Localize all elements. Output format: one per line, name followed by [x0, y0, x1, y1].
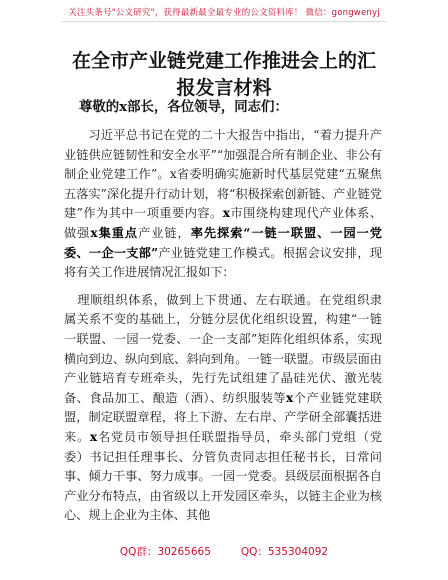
paragraph-organization [64, 291, 382, 526]
header-notice: 关注头条号"公文研究"，获得最新最全最专业的公文资料库！ 微信：gongwenyj [68, 8, 380, 18]
text-run: 产业链党建工作模式。根据会议安排，现将有关工作进展情况汇报如下： [64, 245, 383, 280]
text-run: 名党员市领导担任联盟指导员，牵头部门党组（党委）书记担任理事长、分管负责同志担任秘书长，日常问事、倾力干事、努力成事。一园一党委。县级层面根据各自产业分布特点，由省级以上开发园区牵头，以链主企业为核心、规上企业为主体、其他 [64, 429, 383, 523]
bold-run: x集重点 [90, 225, 139, 240]
bold-run: 率先探索“一链一联盟、一园一党委、一企一支部” [64, 225, 382, 260]
text-run: 产业链， [138, 225, 191, 240]
text-run: 个产业链党建联盟，制定联盟章程，将上下游、左右岸、产学研全部囊括进来。 [64, 390, 383, 444]
text-run: 习近平总书记在党的二十大报告中指出，“着力提升产业链供应链韧性和安全水平”“加强混合所有制企业、非公有制企业党建工作”。x省委明确实施新时代基层党建“五聚焦五落实”深化提升行动计划，将“积极探索创新链、产业链党建”作为其中一项重要内容。 [64, 128, 382, 221]
footer-contacts [0, 544, 448, 559]
bold-run: x [286, 390, 294, 405]
footer-qq-group: QQ群：30265665 [119, 546, 211, 558]
paragraph-intro [64, 126, 382, 283]
document-title: 在全市产业链党建工作推进会上的汇报发言材料 [71, 50, 376, 99]
bold-run: x [89, 429, 98, 444]
text-run: 市围绕构建现代产业体系、做强 [64, 206, 383, 240]
document-body [64, 126, 382, 526]
header-divider [62, 21, 386, 22]
footer-qq: QQ：535304092 [240, 546, 329, 558]
salutation: 尊敬的x部长，各位领导，同志们： [79, 99, 288, 115]
bold-run: x [222, 206, 230, 221]
text-run: 理顺组织体系，做到上下贯通、左右联通。在党组织隶属关系不变的基础上，分链分层优化组织设置，构建“一链一联盟、一园一党委、一企一支部”矩阵化组织体系，实现横向到边、纵向到底、斜向到角。一链一联盟。市级层面由产业链培育专班牵头，先行先试组建了晶硅光伏、激光装备、食品加工、酿造（酒）、纺织服装等 [64, 292, 382, 405]
